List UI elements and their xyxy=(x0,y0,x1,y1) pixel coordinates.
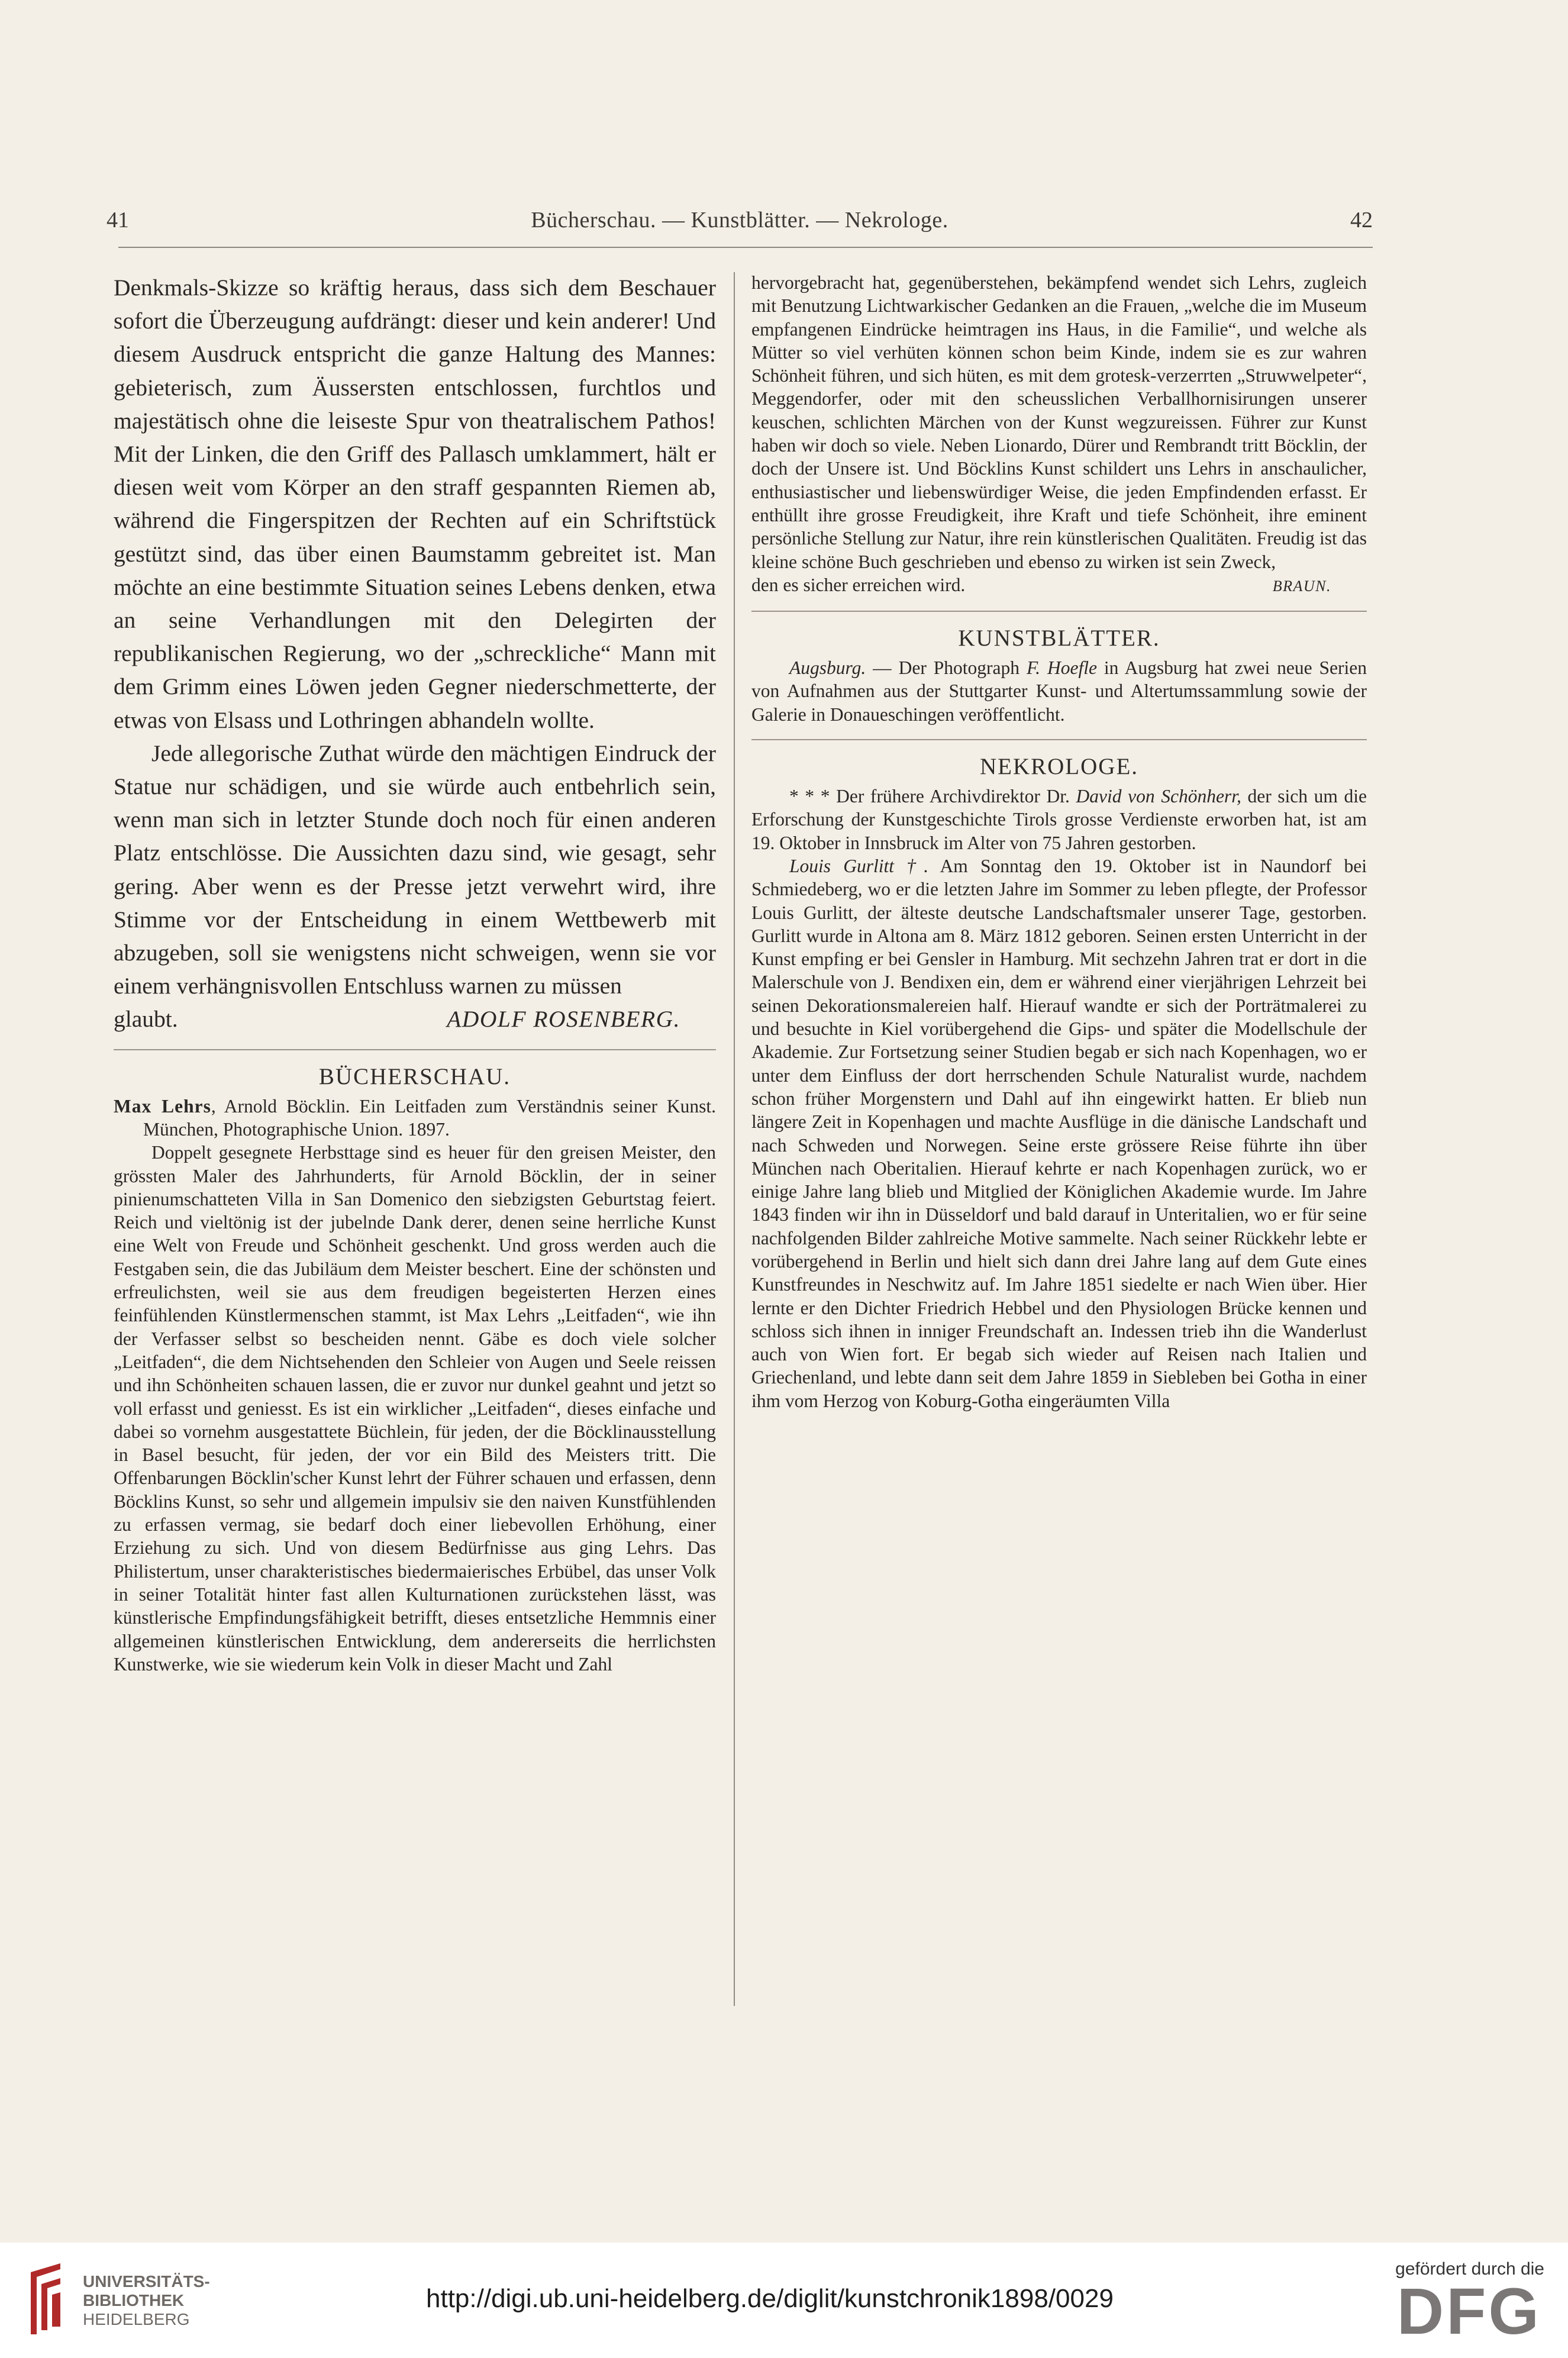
person-name: Louis Gurlitt †. xyxy=(789,855,929,876)
asterism: * * * xyxy=(789,786,830,807)
section-rule xyxy=(751,611,1367,612)
article-continuation xyxy=(114,271,716,1036)
page-number-right: 42 xyxy=(1350,208,1373,233)
page-number-left: 41 xyxy=(107,208,129,233)
place-name: Augsburg. xyxy=(789,657,866,679)
dfg-logo: DFG xyxy=(1396,2275,1541,2348)
review-continuation xyxy=(751,271,1367,598)
obituary-gurlitt: Louis Gurlitt †. Am Sonntag den 19. Oktober ist in Naundorf bei Schmiedeberg, wo er die letzten Jahre im Sommer zu leben pflegte, der Professor Louis Gurlitt, der älteste deutsche Landschaftsmaler unserer Tage, gestorben. Gurlitt wurde in Altona am 8. März 1812 geboren. Seinen ersten Unterricht in der Kunst empfing er bei Gensler in Hamburg. Mit sechzehn Jahren trat er dort in die Malerschule von J. Bendixen ein, dem er während einer vierjährigen Lehrzeit bei seinen Dekorationsmalereien half. Hierauf wandte er sich der Porträtmalerei zu und besuchte in Kiel vorübergehend die Gips- und später die Modellschule der Akademie. Zur Fortsetzung seiner Studien begab er sich nach Kopenhagen, wo er unter dem Einfluss der dort herrschenden Schule Naturalist wurde, nachdem schon früher Morgenstern und Dahl auf ihn eingewirkt hatten. Er blieb nun längere Zeit in Kopenhagen und machte Ausflüge in die dänische Landschaft und nach Schweden und Norwegen. Seine erste grössere Reise führte ihn über München nach Oberitalien. Hierauf kehrte er nach Kopenhagen zurück, wo er einige Jahre lang blieb und Mitglied der Königlichen Akademie wurde. Im Jahre 1843 finden wir ihn in Düsseldorf und bald darauf in Unteritalien, wo er für seine nachfolgenden Bilder zahlreiche Motive sammelte. Nach seiner Rückkehr lebte er vorübergehend in Berlin und hielt sich dann drei Jahre lang auf dem Gute eines Kunstfreundes in Neschwitz auf. Im Jahre 1851 siedelte er nach Wien über. Hier lernte er den Dichter Friedrich Hebbel und den Physiologen Brücke kennen und schloss sich ihnen in inniger Freundschaft an. Indessen trieb ihn die Wanderlust auch von Wien fort. Er begab sich wieder auf Reisen nach Italien und Griechenland, und lebte dann seit dem Jahre 1859 in Siebleben bei Gotha in einer ihm vom Herzog von Koburg-Gotha eingeräumten Villa xyxy=(751,855,1367,1411)
running-title: Bücherschau. — Kunstblätter. — Nekrologe. xyxy=(531,208,948,233)
book-author: Max Lehrs xyxy=(114,1095,211,1117)
library-logo-icon xyxy=(25,2260,66,2337)
signature-line xyxy=(114,1002,716,1036)
digitization-footer xyxy=(0,2243,1568,2358)
book-review xyxy=(114,1095,716,1676)
photographer-name: F. Hoefle xyxy=(1026,657,1097,679)
right-column xyxy=(751,271,1367,1412)
section-rule xyxy=(751,739,1367,740)
book-title: , Arnold Böcklin. Ein Leitfaden zum Verständnis seiner Kunst. München, Photographische Union. 1897. xyxy=(143,1095,716,1140)
left-column xyxy=(114,271,716,1676)
library-name: UNIVERSITÄTS- BIBLIOTHEK HEIDELBERG xyxy=(83,2272,210,2328)
kunstblaetter-entry xyxy=(751,656,1367,726)
section-title-nekrologe: NEKROLOGE. xyxy=(979,754,1139,780)
author-signature: ADOLF ROSENBERG. xyxy=(447,1006,680,1033)
review-last-line: den es sicher erreichen wird. xyxy=(751,574,966,595)
review-signature: BRAUN. xyxy=(1272,577,1331,595)
section-title-buecherschau: BÜCHERSCHAU. xyxy=(318,1063,511,1089)
person-name: David von Schönherr, xyxy=(1076,786,1241,807)
source-url-link[interactable]: http://digi.ub.uni-heidelberg.de/diglit/kunstchronik1898/0029 xyxy=(426,2284,1114,2313)
last-word: glaubt. xyxy=(114,1006,178,1033)
obituary-schoenherr: * * * Der frühere Archivdirektor Dr. David von Schönherr, der sich um die Erforschung der Kunstgeschichte Tirols grosse Verdienste erworben hat, ist am 19. Oktober in Innsbruck im Alter von 75 Jahren gestorben. xyxy=(751,786,1367,853)
running-header xyxy=(107,207,1373,243)
column-divider xyxy=(734,272,735,2006)
paragraph: Jede allegorische Zuthat würde den mächtigen Eindruck der Statue nur schädigen, und sie würde auch entbehrlich sein, wenn man sich in letzter Stunde doch noch für einen anderen Platz entschlösse. Die Aussichten dazu sind, wie gesagt, sehr gering. Aber wenn es der Presse jetzt verwehrt wird, ihre Stimme vor der Entscheidung in einem Wettbewerb mit abzugeben, soll sie wenigstens nicht schweigen, wenn sie vor einem verhängnisvollen Entschluss warnen zu müssen xyxy=(114,740,716,999)
review-text: Doppelt gesegnete Herbsttage sind es heuer für den greisen Meister, den grössten Maler des Jahrhunderts, für Arnold Böcklin, der in seiner pinienumschatteten Villa in San Domenico den siebzigsten Geburtstag feiert. Reich und vieltönig ist der jubelnde Dank derer, denen seine herrliche Kunst eine Welt von Freude und Schönheit geschenkt. Und gross werden auch die Festgaben sein, die das Jubiläum dem Meister beschert. Eine der schönsten und erfreulichsten, weil sie aus dem freudigen begeisterten Herzen eines feinfühlenden Künstlermenschen stammt, ist Max Lehrs „Leitfaden“, wie ihn der Verfasser selbst so bescheiden nennt. Gäbe es doch viele solcher „Leitfaden“, die dem Nichtsehenden den Schleier von Augen und Seele reissen und ihn Schönheiten schauen lassen, die er zuvor nur dunkel geahnt und jetzt so voll erfasst und geniesst. Es ist ein wirklicher „Leitfaden“, dieses einfache und dabei so vornehm ausgestattete Büchlein, für jeden, der die Böcklinausstellung in Basel besucht, für jeden, der vor ein Bild des Meisters tritt. Die Offenbarungen Böcklin'scher Kunst lehrt der Führer schauen und erfassen, denn Böcklins Kunst, so sehr und allgemein impulsiv sie den naiven Kunstfühlenden zu erfassen vermag, sie bedarf doch einer liebevollen Erhöhung, einer Erziehung zu sich. Und von diesem Bedürfnisse aus ging Lehrs. Das Philistertum, unser charakteristisches biedermaierisches Erbübel, das unser Volk in seiner Totalität hinter fast allen Kulturnationen zurückstehen lässt, was künstlerische Empfindungsfähigkeit betrifft, dieses entsetzliche Hemmnis einer allgemeinen künstlerischen Entwicklung, dem andererseits die herrlichsten Kunstwerke, wie sie wiederum kein Volk in dieser Macht und Zahl xyxy=(114,1142,716,1675)
section-title-kunstblaetter: KUNSTBLÄTTER. xyxy=(958,625,1160,651)
obituaries xyxy=(751,785,1367,1412)
section-rule xyxy=(114,1049,716,1050)
review-signature-line xyxy=(751,573,1367,598)
kunstblaetter-text: Augsburg. — Der Photograph F. Hoefle in Augsburg hat zwei neue Serien von Aufnahmen aus der Stuttgarter Kunst- und Altertumssammlung sowie der Galerie in Donaueschingen veröffentlicht. xyxy=(751,657,1367,725)
paragraph: Denkmals-Skizze so kräftig heraus, dass sich dem Beschauer sofort die Überzeugung aufdrängt: dieser und kein anderer! Und diesem Ausdruck entspricht die ganze Haltung des Mannes: gebieterisch, zum Äussersten entschlossen, furchtlos und majestätisch ohne die leiseste Spur von theatralischem Pathos! Mit der Linken, die den Griff des Pallasch umklammert, hält er diesen weit vom Körper an den straff gespannten Riemen ab, während die Fingerspitzen der Rechten auf ein Schriftstück gestützt sind, das über einen Baumstamm gebreitet ist. Man möchte an eine bestimmte Situation seines Lebens denken, etwa an seine Verhandlungen mit den Delegirten der republikanischen Regierung, wo der „schreckliche“ Mann mit dem Grimm eines Löwen jeden Gegner niederschmetterte, der etwas von Elsass und Lothringen abhandeln wollte. xyxy=(114,275,716,733)
review-text-cont: hervorgebracht hat, gegenüberstehen, bekämpfend wendet sich Lehrs, zugleich mit Benutzung Lichtwarkischer Gedanken an die Frauen, „welche die im Museum empfangenen Eindrücke heimtragen ins Haus, in die Familie“, und welche als Mütter so viel verhüten können schon beim Kinde, indem sie es zur wahren Schönheit führen, und sich hüten, es mit dem grotesk-verzerrten „Struwwelpeter“, Meggendorfer, oder mit den scheusslichen Verballhornisirungen unserer keuschen, schlichten Märchen von der Kunst wegzureissen. Führer zur Kunst haben wir doch so viele. Neben Lionardo, Dürer und Rembrandt tritt Böcklin, der doch der Unsere ist. Und Böcklins Kunst schildert uns Lehrs in anschaulicher, enthusiastischer und liebenswürdiger Weise, die jeden Empfindenden erfasst. Er enthüllt ihre grosse Freudigkeit, ihre Kraft und tiefe Schönheit, ihre eminent persönliche Stellung zur Natur, ihre rein künstlerischen Qualitäten. Freudig ist das kleine schöne Buch geschrieben und ebenso zu wirken ist sein Zweck, xyxy=(751,272,1367,572)
funding-caption: gefördert durch die xyxy=(1395,2259,1544,2279)
header-rule xyxy=(118,247,1373,248)
book-reference xyxy=(114,1095,716,1141)
